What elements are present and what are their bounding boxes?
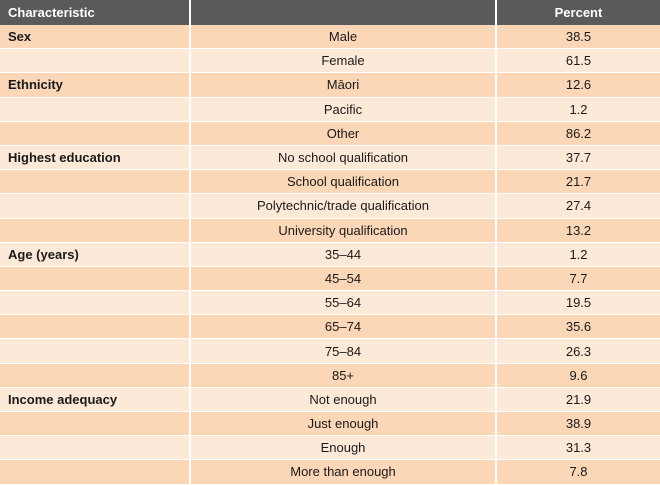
table-row bbox=[0, 145, 660, 169]
table-row bbox=[0, 291, 660, 315]
percent-cell: 7.7 bbox=[496, 266, 660, 290]
category-cell bbox=[0, 339, 190, 363]
subcategory-cell: 85+ bbox=[190, 363, 496, 387]
category-cell bbox=[0, 194, 190, 218]
subcategory-cell: 45–54 bbox=[190, 266, 496, 290]
table-row bbox=[0, 436, 660, 460]
subcategory-cell: Enough bbox=[190, 436, 496, 460]
table-row bbox=[0, 339, 660, 363]
percent-cell: 1.2 bbox=[496, 242, 660, 266]
subcategory-cell: Other bbox=[190, 121, 496, 145]
percent-cell: 19.5 bbox=[496, 291, 660, 315]
percent-cell: 86.2 bbox=[496, 121, 660, 145]
subcategory-cell: More than enough bbox=[190, 460, 496, 484]
category-cell: Age (years) bbox=[0, 242, 190, 266]
table-row bbox=[0, 73, 660, 97]
category-cell: Highest education bbox=[0, 145, 190, 169]
table-row bbox=[0, 97, 660, 121]
category-cell bbox=[0, 460, 190, 484]
percent-cell: 7.8 bbox=[496, 460, 660, 484]
percent-cell: 61.5 bbox=[496, 49, 660, 73]
category-cell bbox=[0, 170, 190, 194]
table-row bbox=[0, 25, 660, 49]
category-cell bbox=[0, 412, 190, 436]
subcategory-cell: 75–84 bbox=[190, 339, 496, 363]
table-row bbox=[0, 218, 660, 242]
percent-cell: 21.9 bbox=[496, 387, 660, 411]
subcategory-cell: School qualification bbox=[190, 170, 496, 194]
subcategory-cell: Not enough bbox=[190, 387, 496, 411]
table-row bbox=[0, 242, 660, 266]
table-row bbox=[0, 412, 660, 436]
table-row bbox=[0, 460, 660, 484]
subcategory-cell: Just enough bbox=[190, 412, 496, 436]
category-cell bbox=[0, 97, 190, 121]
percent-cell: 12.6 bbox=[496, 73, 660, 97]
subcategory-cell: Māori bbox=[190, 73, 496, 97]
category-cell bbox=[0, 315, 190, 339]
subcategory-cell: 55–64 bbox=[190, 291, 496, 315]
category-cell bbox=[0, 218, 190, 242]
subcategory-cell: Male bbox=[190, 25, 496, 49]
percent-cell: 37.7 bbox=[496, 145, 660, 169]
subcategory-cell: Polytechnic/trade qualification bbox=[190, 194, 496, 218]
subcategory-cell: University qualification bbox=[190, 218, 496, 242]
category-cell: Income adequacy bbox=[0, 387, 190, 411]
table-row bbox=[0, 170, 660, 194]
table-row bbox=[0, 194, 660, 218]
header-percent: Percent bbox=[496, 0, 660, 25]
percent-cell: 31.3 bbox=[496, 436, 660, 460]
header-subcategory bbox=[190, 0, 496, 25]
category-cell bbox=[0, 363, 190, 387]
subcategory-cell: Female bbox=[190, 49, 496, 73]
category-cell bbox=[0, 266, 190, 290]
percent-cell: 9.6 bbox=[496, 363, 660, 387]
subcategory-cell: 65–74 bbox=[190, 315, 496, 339]
subcategory-cell: No school qualification bbox=[190, 145, 496, 169]
percent-cell: 27.4 bbox=[496, 194, 660, 218]
table-row bbox=[0, 315, 660, 339]
subcategory-cell: 35–44 bbox=[190, 242, 496, 266]
percent-cell: 1.2 bbox=[496, 97, 660, 121]
percent-cell: 26.3 bbox=[496, 339, 660, 363]
percent-cell: 13.2 bbox=[496, 218, 660, 242]
header-row bbox=[0, 0, 660, 25]
percent-cell: 38.5 bbox=[496, 25, 660, 49]
table-row bbox=[0, 387, 660, 411]
category-cell: Sex bbox=[0, 25, 190, 49]
percent-cell: 21.7 bbox=[496, 170, 660, 194]
subcategory-cell: Pacific bbox=[190, 97, 496, 121]
category-cell bbox=[0, 291, 190, 315]
table-row bbox=[0, 121, 660, 145]
category-cell bbox=[0, 121, 190, 145]
table-row bbox=[0, 49, 660, 73]
table-row bbox=[0, 266, 660, 290]
percent-cell: 35.6 bbox=[496, 315, 660, 339]
category-cell bbox=[0, 49, 190, 73]
category-cell bbox=[0, 436, 190, 460]
header-characteristic: Characteristic bbox=[0, 0, 190, 25]
percent-cell: 38.9 bbox=[496, 412, 660, 436]
table-row bbox=[0, 363, 660, 387]
category-cell: Ethnicity bbox=[0, 73, 190, 97]
